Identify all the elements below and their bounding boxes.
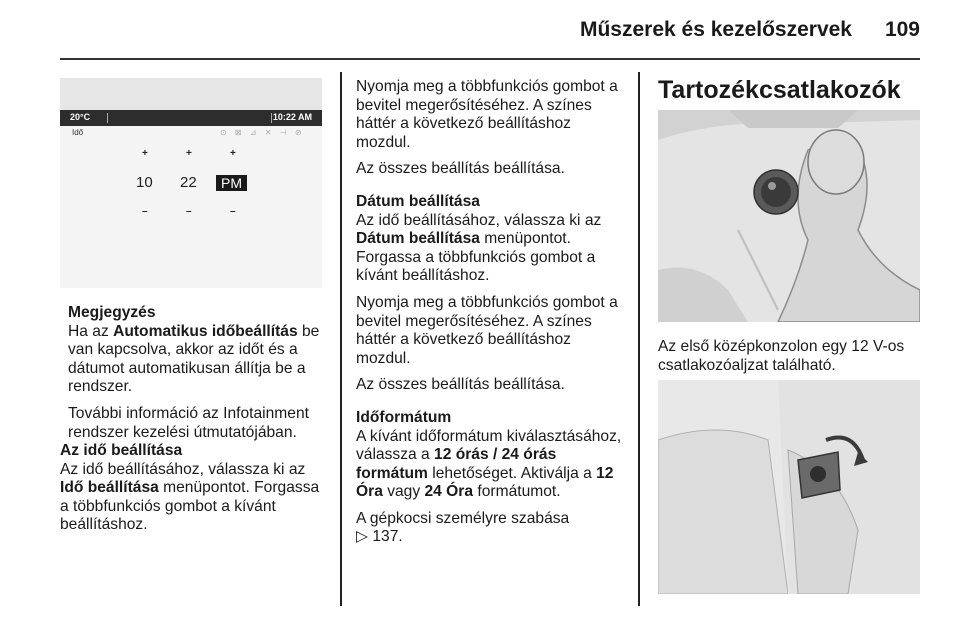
minute-value[interactable]: 22 — [180, 174, 197, 191]
section-paragraph: Az idő beállításához, válassza ki az Idő beállítása menüpontot. Forgassa a többfunkciós gombot a kívánt beállításhoz. — [60, 460, 320, 534]
format-heading: Időformátum — [356, 408, 452, 426]
note-block — [68, 304, 324, 450]
note-paragraph: Ha az Automatikus időbeállítás be van kapcsolva, akkor az időt és a dátumot automatikusan állítja be a rendszer. — [68, 322, 320, 396]
gear-shift-illustration — [658, 110, 920, 322]
section-heading-accessories: Tartozékcsatlakozók — [658, 76, 901, 104]
header-rule — [60, 58, 920, 60]
page-number: 109 — [884, 18, 920, 41]
section-heading: Az idő beállítása — [60, 442, 183, 459]
screen-temperature: 20°C — [70, 112, 91, 122]
note-paragraph: További információ az Infotainment rendszer kezelési útmutatójában. — [68, 404, 309, 441]
header-title: Műszerek és kezelőszervek — [579, 18, 852, 41]
screen-statusbar — [60, 110, 322, 126]
ampm-value[interactable]: PM — [216, 175, 247, 191]
screen-clock: 10:22 AM — [272, 112, 312, 122]
paragraph: Az összes beállítás beállítása. — [356, 376, 565, 394]
ampm-decrease-button[interactable]: – — [230, 206, 236, 217]
paragraph: A kívánt időformátum kiválasztásához, válassza a 12 órás / 24 órás formátum lehetőséget. Aktiválja a 12 Óra vagy 24 Óra formátumot. — [356, 427, 622, 501]
time-setting-section — [60, 442, 328, 543]
minute-increase-button[interactable]: + — [186, 148, 192, 159]
screen-title: Idő — [72, 128, 84, 137]
hour-increase-button[interactable]: + — [142, 148, 148, 159]
hour-decrease-button[interactable]: – — [142, 206, 148, 217]
paragraph: Nyomja meg a többfunkciós gombot a bevitel megerősítéséhez. A színes háttér a következő beállításhoz mozdul. — [356, 293, 618, 367]
note-heading: Megjegyzés — [68, 304, 156, 321]
paragraph: Az összes beállítás beállítása. — [356, 160, 565, 178]
power-outlet-photo — [658, 380, 920, 594]
column-rule-right — [638, 72, 640, 606]
minute-decrease-button[interactable]: – — [186, 206, 192, 217]
page-reference[interactable]: 137. — [372, 528, 403, 546]
middle-column — [356, 78, 628, 555]
paragraph: Nyomja meg a többfunkciós gombot a bevitel megerősítéséhez. A színes háttér a következő beállításhoz mozdul. — [356, 78, 618, 151]
paragraph: Az idő beállításához, válassza ki az Dátum beállítása menüpontot. Forgassa a többfunkciós gombot a kívánt beállításhoz. — [356, 211, 602, 285]
infotainment-screen-figure — [60, 78, 322, 288]
paragraph: A gépkocsi személyre szabása ▷ 137. — [356, 509, 570, 546]
screen-status-icons: ⊙ ⊠ ⊿ ✕ ⊣ ⊘ — [220, 128, 305, 137]
accessory-caption: Az első középkonzolon egy 12 V-os csatlakozóaljzat található. — [658, 338, 905, 374]
arrow-ref-icon: ▷ — [356, 528, 368, 546]
ampm-increase-button[interactable]: + — [230, 148, 236, 159]
power-outlet-illustration — [658, 380, 920, 594]
hour-value[interactable]: 10 — [136, 174, 153, 191]
gear-shift-photo — [658, 110, 920, 322]
date-heading: Dátum beállítása — [356, 192, 480, 210]
statusbar-separator — [107, 113, 108, 123]
column-rule-left — [340, 72, 342, 606]
